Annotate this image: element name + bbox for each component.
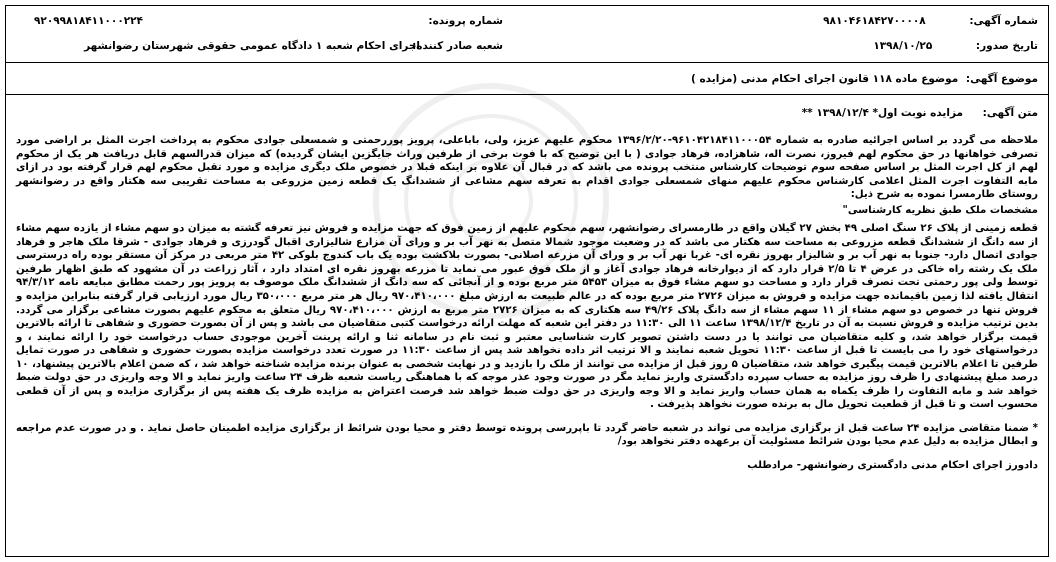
ad-number-row (823, 14, 1038, 28)
paragraph-signature: دادورز اجرای احکام مدنی دادگستری رضوانشهر- مرادطلب (747, 460, 1038, 472)
paragraph-intro: ملاحظه می گردد بر اساس اجرائیه صادره به شماره ۹۶۱۰۴۲۱۸۴۱۱۰۰۰۵۴-۱۳۹۶/۲/۲۰ محکوم علیهم عزیز، ولی، باباعلی، پرویز پوررحمتی و شمسعلی جوادی محکوم به پرداخت اجرت المثل بر اراضی مورد تصرفی خواهانها در حق محکوم لهم فیروز، نصرت اله، شاهزاده، فرهاد جوادی ( با این توضیح که با فوت برخی از طرفین وراث جایگزین ایشان گردیده) که میزان قدرالسهم قابل دریافت هر یک از محکوم لهم از کل اجرت المثل بر اساس صفحه سوم توضیحات کارشناس منتخب پرونده می باشد که در قبال آن علاوه بر اینکه قبلا در خصوص ملک دیگری مزایده و مورد تقبل محکوم لهم قرار گرفته بود در ازای مابه التفاوت اجرت المثل اعلامی کارشناس محکوم علیهم منهای شمسعلی جوادی اقدام به تعرفه سهم مشاعی از ششدانگ یک قطعه زمین مزروعی به مساحت تقریبی سه هکتار واقع در رضوانشهر روستای طارمسرا نموده به شرح ذیل: (16, 135, 1038, 201)
notice-body (16, 134, 1038, 473)
subject-divider (6, 94, 1048, 95)
case-number: ۹۲۰۹۹۸۱۸۴۱۱۰۰۰۲۲۴ (34, 15, 143, 27)
branch-label: شعبه صادر کننده: (412, 40, 503, 52)
ad-text-title: مزایده نوبت اول* ۱۳۹۸/۱۲/۴ ** (801, 107, 963, 119)
subject-row (691, 72, 1038, 86)
issue-date: ۱۳۹۸/۱۰/۲۵ (873, 40, 933, 52)
case-number-label: شماره پرونده: (428, 15, 503, 27)
ad-text-label: متن آگهی: (982, 107, 1038, 119)
ad-number-label: شماره آگهی: (969, 15, 1038, 27)
ad-text-row (802, 106, 1038, 120)
paragraph-spec-heading: مشخصات ملک طبق نظریه کارشناسی" (842, 204, 1038, 216)
branch: اجرای احکام شعبه ۱ دادگاه عمومی حقوقی شهرستان رضوانشهر (84, 40, 420, 52)
paragraph-note: * ضمنا متقاضی مزایده ۲۴ ساعت قبل از برگزاری مزایده می تواند در شعبه حاضر گردد تا باپررسی پرونده توسط دفتر و محیا بودن شرائط از برگزاری مزایده اطمینان حاصل نماید . و در صورت عدم مراجعه و ابطال مزایده به دلیل عدم محیا بودن شرائط مسئولیت آن برعهده دفتر نخواهد بود/ (16, 422, 1038, 448)
issue-date-label: تاریخ صدور: (975, 40, 1038, 52)
subject-text: موضوع ماده ۱۱۸ قانون اجرای احکام مدنی (مزایده ) (691, 73, 959, 85)
ad-number: ۹۸۱۰۴۶۱۸۴۲۷۰۰۰۰۸ (823, 15, 926, 27)
paragraph-property-details: قطعه زمینی از پلاک ۲۶ سنگ اصلی ۴۹ بخش ۲۷ گیلان واقع در طارمسرای رضوانشهر، سهم محکوم علیهم از زمین فوق که جهت مزایده و فروش نیز تعرفه گشته به میزان دو سهم مشاء از یازده سهم مشاء از سه دانگ از ششدانگ قطعه مزروعی به مساحت سه هکتار می باشد که در وضعیت موجود شمالا متصل به نهر آب بر و ورای آن مزارع شالیزاری اقبال گودرزی و فرهاد جوادی - شرقا ملک هاجر و فرهاد جوادی اتصال دارد- جنوبا به نهر آب بر و شالیزار بهروز نقره ای- غربا نهر آب بر و ورای آن مزرعه اصلانی- بصورت بلاکشت بوده یک باب کندوج بلوکی ۴۲ متر مربعی در مرکز آن مستقر بوده راه درسترسی ملک یک رشته راه خاکی در عرض ۴ تا ۲/۵ قرار دارد که از دیوارخانه فرهاد جوادی آغاز و از ملک فوق عبور می نماید تا مزرعه بهروز نقره ای امتداد دارد ، آثار زراعت در آن مشهود که طبق اظهار طرفین توسط ولی پور رحمتی تحت تصرف قرار دارد و مساحت دو سهم مشاء فوق به میزان ۵۴۵۳ متر مربع بوده و از آنجائی که سه دانگ از ششدانگ ملک موصوف به پرویز پور رحمت مطابق مبایعه نامه ۹۴/۳/۱۲ انتقال یافته لذا زمین باقیمانده جهت مزایده و فروش به میزان ۲۷۲۶ متر مربع بوده که در عالم طبیعت به ارزش مبلغ ۹۷۰،۴۱۰،۰۰۰ ریال هر متر مربع ۳۵۰،۰۰۰ ریال مورد ارزیابی قرار گرفته بنابراین مزایده و فروش تنها در خصوص دو سهم مشاء از ۱۱ سهم مشاء از سه دانگ پلاک ۴۹/۲۶ سه هکتاری که به میزان ۲۷۲۶ متر مربع به ارزش ۹۷۰،۴۱۰،۰۰۰ ریال متعلق به محکوم علیهم بصورت مشاعی برگزار می گردد. بدین ترتیب مزایده و فروش نسبت به آن در تاریخ ۱۳۹۸/۱۲/۴ ساعت ۱۱ الی ۱۱:۳۰ در دفتر این شعبه که مهلت ارائه درخواست کتبی متقاضیان می باشد و پس از آن بصورت حضوری و شفاهی تا ارائه بالاترین قیمت برگزار خواهد شد، و کلیه متقاضیان می توانند یا در دست داشتن تصویر کارت شناسایی معتبر و ثبت نام در سامانه ثنا و ارائه پرینت آخرین موجودی حساب درخواست خود را ارائه نمایند ، و درخواستهای خود را می بایست تا قبل از ساعت ۱۱:۳۰ تحویل شعبه نمایند و الا ترتیب اثر داده نخواهد شد پس از ساعت ۱۱:۳۰ در صورت تعدد درخواست مزایده بصورت حضوری و شفاهی در صورت تمایل طرفین تا اعلام بالاترین قیمت پیگیری خواهد شد، متقاضیان ۵ روز قبل از مزایده می توانند از ملک را بازدید و در نهایت شخصی به عنوان برنده مزایده شناخته خواهد شد ، که ضمن اعلام بالاترین پیشنهاد، ۱۰ درصد مبلغ پیشنهادی را ظرف روز مزایده به حساب سپرده دادگستری واریز نماید مگر در صورت وجود عذر موجه که با هماهنگی ریاست شعبه ظرف ۲۴ ساعت واریز نماید و الا وجه واریزی در حق دولت ضبط خواهد شد و مابه التفاوت را ظرف یکماه به همان حساب واریز نماید و الا وجه واریزی در حق دولت ضبط خواهد شد فرصت اعتراض به مزایده ظرف یک هفته پس از برگزاری مزایده و پس از آن قطعی محسوب است و تا قبل از قطعیت تحویل مال به برنده صورت نخواهد پذیرفت . (16, 223, 1039, 411)
subject-label: موضوع آگهی: (965, 73, 1038, 85)
notice-frame (5, 5, 1049, 557)
issue-date-row (873, 39, 1038, 53)
header-divider (6, 62, 1048, 63)
